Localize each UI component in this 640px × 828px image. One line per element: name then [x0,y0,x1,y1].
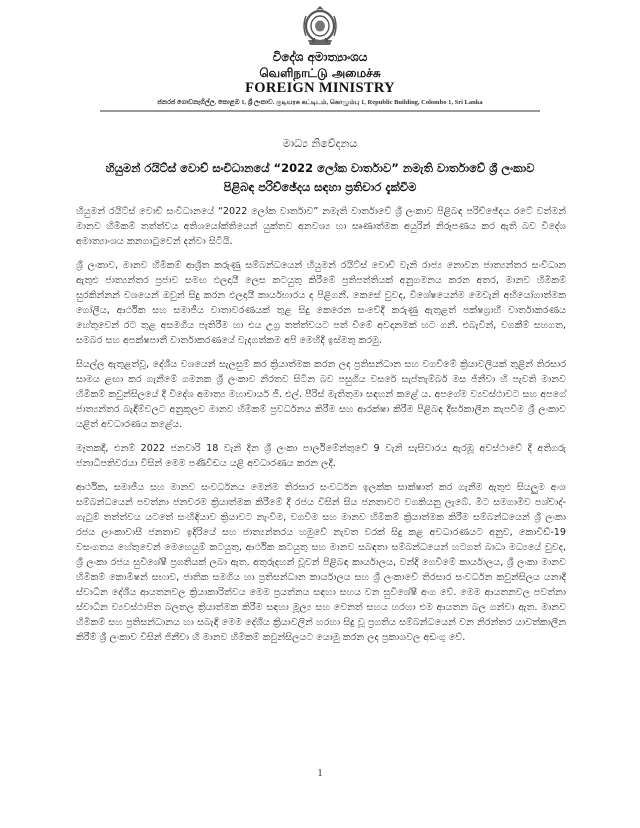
title-line-2: පිළිබඳ පරිච්ඡේදය සඳහා ප්‍රතිචාර දැක්වීම [223,180,417,194]
paragraph: ආර්ථික, සමාජීය සහ මානව සංවර්ධනය මෙන්ම තිරසාර සංවර්ධන ඉලක්ක සාක්ෂාත් කර ගැනීම ඇතුළු සියලුම අංශ සම්බන්ධයෙන් පවත්නා ජනවරම ක්‍රියාත්මක කිරීමේ දී රජය විසින් සිය ජනතාවට වගකියනු ලැබේ. මීට සමගාමීව පශ්චාද්-ගැටුම් තත්ත්වය යටතේ සංහිඳියාව ක්‍රියාවට නැංවීම, වගවීම සහ මානව හිමිකම් ක්‍රියාත්මක කිරීම සම්බන්ධයෙන් ශ්‍රී ලංකා රජය ලාංකාවාසී ජනතාව ඉදිරියේ සහ ජාත්‍යන්තරය හමුවේ නැවත වරක් සිදු කළ අවධාරණයට අනුව, කොවිඩ්-19 වසංගතය හේතුවෙන් මෙහෙයුම් කටයුතු, ආර්ථික කටයුතු සහ මානව සබඳතා සම්බන්ධයෙන් හටගත් බාධා මධ්‍යයේ වුවද, ශ්‍රී ලංකා රජය සුවිශේෂී ප්‍රගතියක් ලබා ඇත. අතුරුදහන් වූවන් පිළිබඳ කාර්යාලය, වන්දි ගෙවීමේ කාර්යාලය, ශ්‍රී ලංකා මානව හිමිකම් කොමිෂන් සභාව, ජාතික සමගිය හා ප්‍රතිසන්ධාන කාර්යාලය සහ ශ්‍රී ලංකාවේ තිරසාර සංවර්ධන කවුන්සිලය යනාදී ස්වාධීන දේශීය ආයතනවල ක්‍රියාකාරිත්වය මෙම ප්‍රයත්නය සඳහා සහය වන සුවිශේෂී අංග වේ. මෙම ආයතනවල පවත්නා ස්වාධීන ව්‍යවස්ථාපිත බලතල ක්‍රියාත්මක කිරීම සඳහා මූල්‍ය සහ වෙනත් සහය හරහා එම ආයතන බල ගන්වා ඇත. මානව හිමිකම් සහ ප්‍රතිසන්ධානය හා සබැඳි මෙම දේශීය ක්‍රියාවලින් හරහා සිදු වූ ප්‍රගතිය සම්බන්ධයෙන් වන නිරන්තර යාවත්කාලීන කිරීම් ශ්‍රී ලංකාව විසින් ජිනීවා හි මානව හිමිකම් කවුන්සිලයට යොමු කරන ලද ප්‍රකාශවල අඩංගු වේ. [76,482,566,643]
ministry-address: ජනරජ ගොඩනැගිල්ල, කොළඹ 1, ශ්‍රී ලංකාව. குடியரசு கட்டிடம், கொழும்பு 1, Republic Building, Colombo 1, Sri Lanka [157,99,483,106]
sri-lanka-state-emblem-icon [294,4,346,48]
paragraph: ශ්‍රී ලංකාව, මානව හිමිකම් ආශ්‍රිත කරුණු සම්බන්ධයෙන් හියුමන් රයිට්ස් වොච් වැනි රාජ්‍ය නොවන ජාත්‍යන්තර සංවිධාන ඇතුළු ජාත්‍යන්තර ප්‍රජාව සමඟ ඵලදායී ලෙස කටයුතු කිරීමේ ප්‍රතිපත්තියක් අනුගමනය කරන අතර, මානව හිමිකම් සුරකින්නන් වශයෙන් ඔවුන් සිදු කරන ඵලදායී කාර්යභාරය ද පිළිගනී. කෙසේ වුවද, විශේෂයෙන්ම මෙවැනි අභියෝගාත්මක ගෝලීය, ආර්ථික සහ සමාජීය වාතාවරණයක් තුළ සිදු කෙරෙන සංවේදී කරුණු ඇතුළත් පක්ෂග්‍රාහී වාර්තාකරණය හේතුවෙන් රට තුළ අසමගිය පැතිරීම හා එය උග්‍ර තත්ත්වයට පත් වීමේ අවදානමක් හට ගනී. එබැවින්, වගකීම් සහගත, සමබර සහ අපක්ෂපාතී වාර්තාකරණයේ වැදගත්කම අපි මෙහිදී ඉස්මතු කරමු. [76,260,566,346]
page-number: 1 [317,768,323,779]
document-body [76,204,566,654]
paragraph: සියල්ල ඇතුළත්වූ, දේශීය වශයෙන් සැලසුම් කර ක්‍රියාත්මක කරන ලද ප්‍රතිසන්ධාන සහ වගවීමේ ක්‍රියාවලියක් තුළින් තිරසාර සාමය ළඟා කර ගැනීමේ ගමනක ශ්‍රී ලංකාව නිරතව සිටින බව පසුගිය වසරේ සැප්තැම්බර් මස ජිනීවා හි පැවති මානව හිමිකම් කවුන්සිලයේ දී විදේශ අමාත්‍ය මහාචාර්ය ජී. එල්. පීරිස් මැතිතුමා සඳහන් කළේ ය. අපගේම ව්‍යවස්ථාවට සහ අපගේ ජාත්‍යන්තර බැඳීම්වලට අනුකූලව මානව හිමිකම් ප්‍රවර්ධනය කිරීම සහ ආරක්ෂා කිරීම පිළිබඳ දීර්ඝකාලීන කැපවීම ශ්‍රී ලංකාව යළිත් අවධාරණය කළේය. [76,359,566,430]
ministry-name-tamil: வெளிநாட்டு அமைச்சு [259,66,381,80]
document-title [66,159,574,197]
ministry-name-english: FOREIGN MINISTRY [245,80,395,96]
ministry-name-sinhala: විදේශ අමාත්‍යාංශය [272,50,368,64]
paragraph: හියුමන් රයිට්ස් වොච් සංවිධානයේ “2022 ලෝක වාර්තාව” නමැති වාර්තාවේ ශ්‍රී ලංකාව පිළිබඳ පරිච්ඡේදය රටේ වත්මන් මානව හිමිකම් තත්ත්වය අතිශයෝක්තියෙන් යුක්තව අනවශ්‍ය හා සෘණාත්මක අයුරින් නිරූපණය කර ඇති බව විදේශ අමාත්‍යාංශය කනගාටුවෙන් දන්වා සිටියි. [76,206,566,247]
title-line-1: හියුමන් රයිට්ස් වොච් සංවිධානයේ “2022 ලෝක වාර්තාව” නමැති වාර්තාවේ ශ්‍රී ලංකාව [105,161,535,175]
paragraph: මෑතකදී, එනම් 2022 ජනවාරි 18 වැනි දින ශ්‍රී ලංකා පාර්ලිමේන්තුවේ 9 වැනි සැසිවාරය ඇරඹූ අවස්ථාවේ දී අතිගරු ජනාධිපතිවරයා විසින් මෙම පණිවිඩය යළි අවධාරණය කරන ලදී. [76,443,566,469]
letterhead-divider [100,110,540,112]
document-type: මාධ්‍ය නිවේදනය [282,137,358,150]
